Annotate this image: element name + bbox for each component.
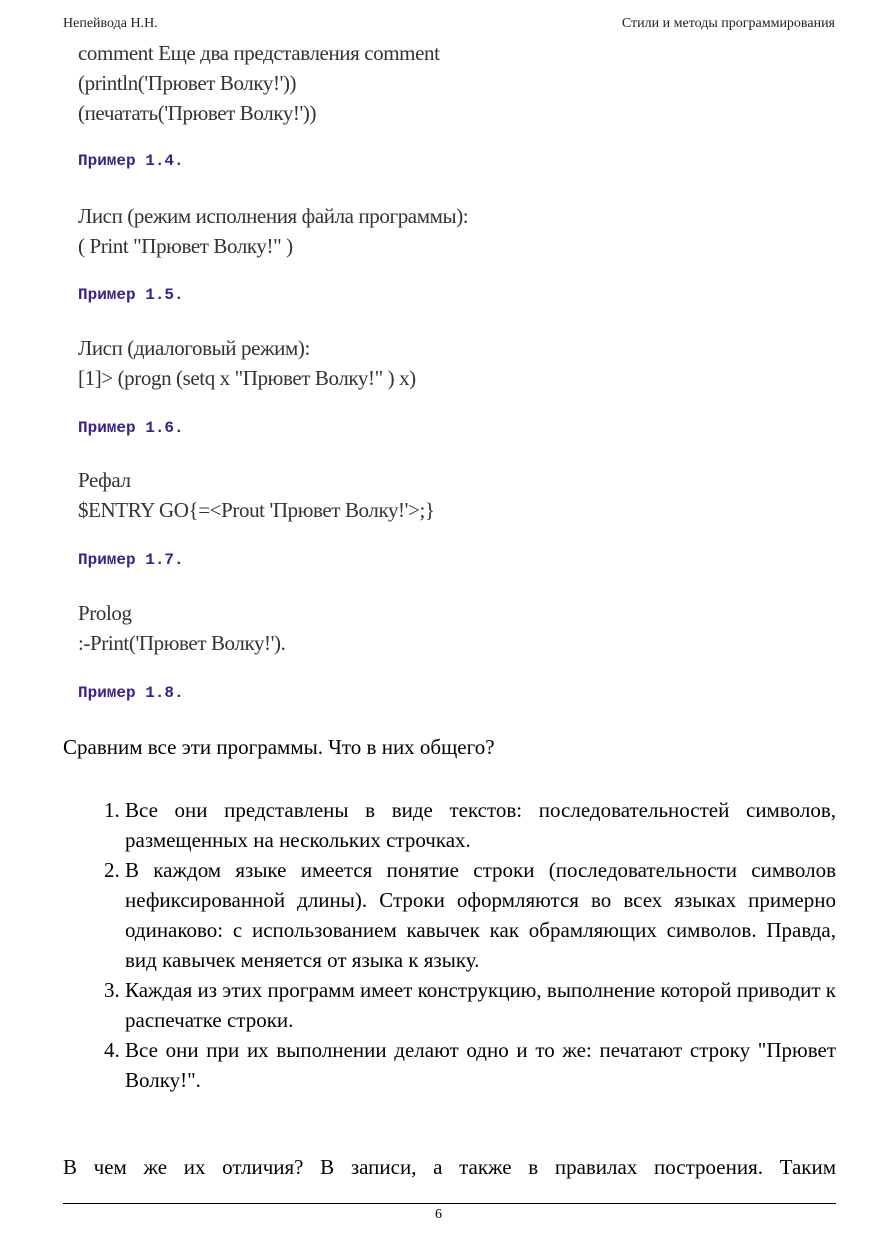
code-line: :-Print('Прювет Волку!'). bbox=[78, 631, 286, 655]
footer-divider bbox=[63, 1203, 836, 1204]
code-line: comment Еще два представления comment bbox=[78, 41, 440, 65]
example-label-1-6: Пример 1.6. bbox=[78, 419, 184, 437]
list-item: 2. В каждом языке имеется понятие строки (последовательности символов нефиксированной длины). Строки оформляются во всех языках примерно одинаково: с использованием кавычек как обрамляющих символов. Правда, вид кавычек меняется от языка к языку. bbox=[125, 855, 836, 975]
page-number: 6 bbox=[435, 1207, 442, 1222]
example-label-1-4: Пример 1.4. bbox=[78, 152, 184, 170]
code-line: Лисп (диалоговый режим): bbox=[78, 336, 310, 360]
code-block-1-8 bbox=[78, 598, 838, 658]
code-block-1-7 bbox=[78, 465, 838, 525]
code-block-1-5 bbox=[78, 201, 838, 261]
list-item: 4. Все они при их выполнении делают одно и то же: печатают строку "Прювет Волку!". bbox=[125, 1035, 836, 1095]
list-item: 1. Все они представлены в виде текстов: последовательностей символов, размещенных на нескольких строчках. bbox=[125, 795, 836, 855]
list-item: 3. Каждая из этих программ имеет конструкцию, выполнение которой приводит к распечатке строки. bbox=[125, 975, 836, 1035]
closing-text: В чем же их отличия? В записи, а также в правилах построения. Таким bbox=[63, 1155, 836, 1179]
code-block-1-4 bbox=[78, 38, 838, 128]
header-title: Стили и методы программирования bbox=[621, 16, 835, 31]
example-label-1-8: Пример 1.8. bbox=[78, 684, 184, 702]
code-line: Лисп (режим исполнения файла программы): bbox=[78, 204, 469, 228]
code-line: [1]> (progn (setq x "Прювет Волку!" ) x) bbox=[78, 366, 416, 390]
code-line: Prolog bbox=[78, 601, 132, 625]
code-line: (println('Прювет Волку!')) bbox=[78, 71, 297, 95]
header-author: Непейвода Н.Н. bbox=[63, 16, 158, 31]
code-line: $ENTRY GO{=<Prout 'Прювет Волку!'>;} bbox=[78, 498, 435, 522]
code-block-1-6 bbox=[78, 333, 838, 393]
commonalities-list bbox=[63, 795, 836, 1095]
compare-intro: Сравним все эти программы. Что в них общего? bbox=[63, 735, 495, 759]
example-label-1-7: Пример 1.7. bbox=[78, 551, 184, 569]
example-label-1-5: Пример 1.5. bbox=[78, 286, 184, 304]
code-line: (печатать('Прювет Волку!')) bbox=[78, 101, 317, 125]
code-line: ( Print "Прювет Волку!" ) bbox=[78, 234, 293, 258]
code-line: Рефал bbox=[78, 468, 131, 492]
